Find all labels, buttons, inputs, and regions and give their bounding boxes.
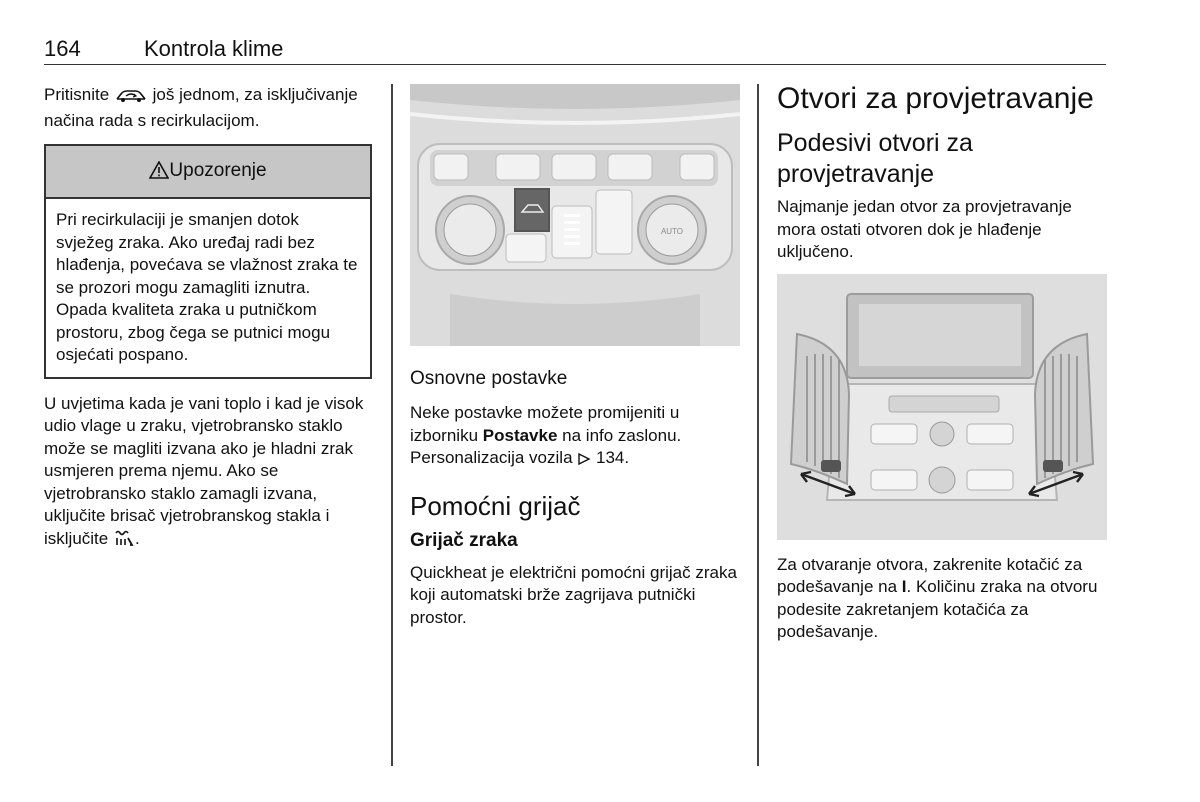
- adjust-paragraph: Za otvaranje otvora, zakrenite kotačić za podešavanje na I. Količinu zraka na otvoru podesite zakretanjem kotačića za podešavanje.: [777, 554, 1098, 641]
- warning-triangle-icon: [149, 161, 169, 185]
- settings-menu-term: Postavke: [482, 425, 558, 445]
- warning-box: [44, 144, 372, 379]
- right-column: [777, 84, 1109, 644]
- section-title: Otvori za provjetravanje: [777, 82, 1094, 115]
- arrow-reference-icon: [577, 450, 591, 473]
- auto-label: AUTO: [660, 227, 684, 236]
- column-divider: [391, 84, 393, 766]
- middle-column: [410, 84, 742, 629]
- page-header: [44, 34, 1106, 65]
- section-subheading: Osnovne postavke: [410, 368, 568, 389]
- climate-control-figure: [410, 84, 740, 346]
- recirculation-intro: Pritisnite još jednom, za isključivanje načina rada s recirkulacijom.: [44, 85, 358, 130]
- open-position-symbol: I: [901, 577, 907, 596]
- ac-icon: [113, 529, 135, 554]
- recirculation-icon: [114, 87, 148, 110]
- fogging-paragraph: U uvjetima kada je vani toplo i kad je visok udio vlage u zraku, vjetrobransko staklo može se magliti izvana ako je hladni zrak usmjeren prema njemu. Ako se vjetrobransko staklo zamagli izvana, uključite brisač vjetrobranskog stakla i isključite .: [44, 393, 376, 554]
- vents-paragraph: Najmanje jedan otvor za provjetravanje mora ostati otvoren dok je hlađenje uključeno.: [777, 197, 1072, 261]
- column-divider: [757, 84, 759, 766]
- chapter-title: Kontrola klime: [144, 36, 284, 61]
- warning-heading: Upozorenje: [46, 146, 370, 199]
- section-subheading: Grijač zraka: [410, 529, 518, 551]
- air-vents-figure: [777, 274, 1107, 540]
- settings-paragraph: Neke postavke možete promijeniti u izborniku Postavke na info zaslonu. Personalizacija vozila 134.: [410, 402, 742, 473]
- section-subheading: Podesivi otvori za provjetravanje: [777, 129, 973, 188]
- left-column: [44, 84, 376, 553]
- page-number: 164: [44, 36, 81, 61]
- section-title: Pomoćni grijač: [410, 490, 581, 521]
- warning-text: Pri recirkulaciji je smanjen dotok svježeg zraka. Ako uređaj radi bez hlađenja, povećava se vlažnost zraka te se prozori mogu zamagliti iznutra. Opada kvaliteta zraka u putničkom prostoru, zbog čega se putnici mogu osjećati pospano.: [56, 210, 358, 364]
- heater-paragraph: Quickheat je električni pomoćni grijač zraka koji automatski brže zagrijava putnički prostor.: [410, 562, 737, 627]
